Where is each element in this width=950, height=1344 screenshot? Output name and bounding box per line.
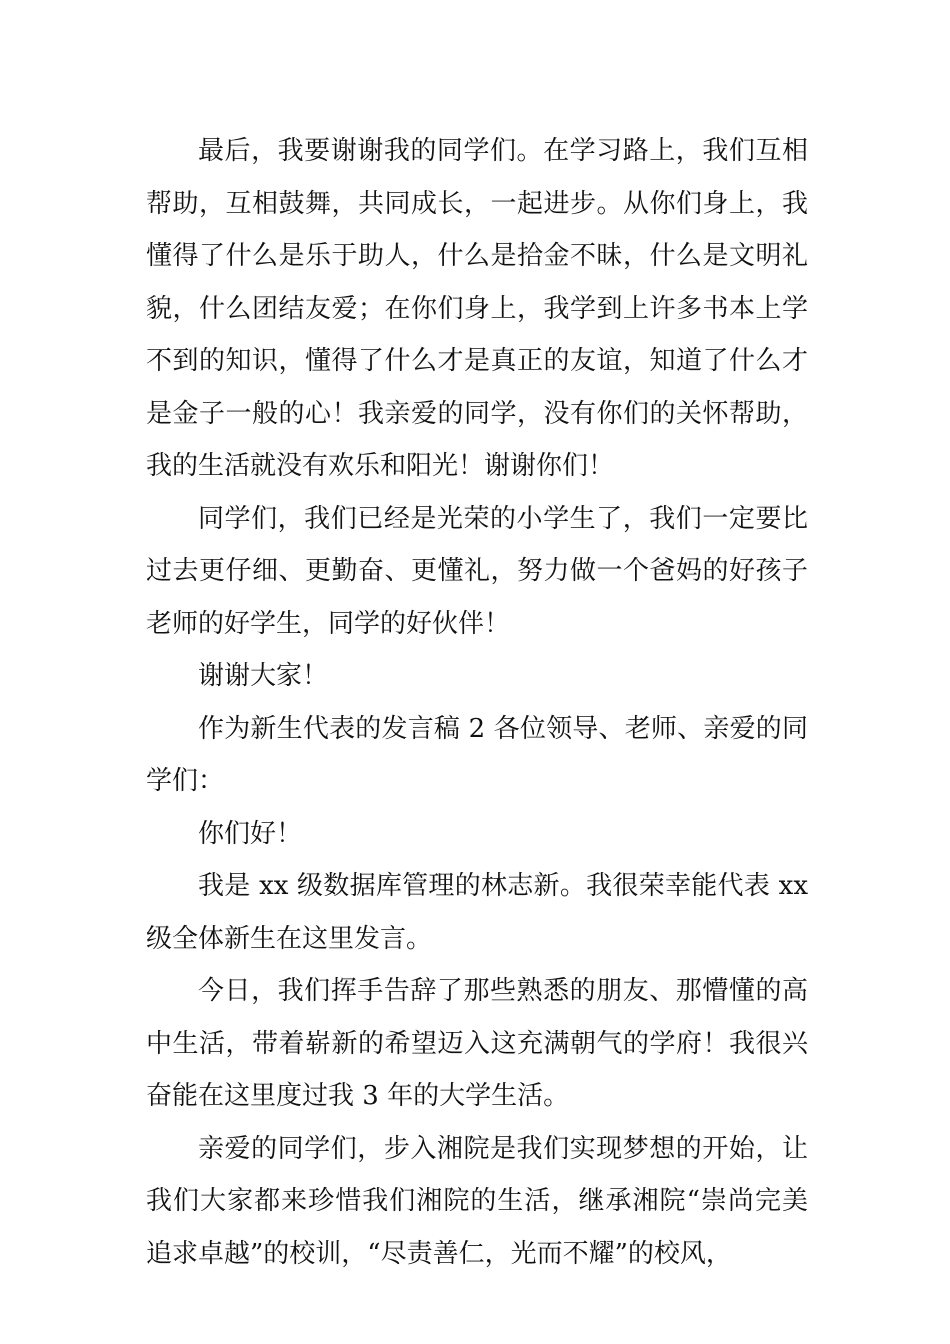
paragraph-thanks-all: 谢谢大家！ [198, 661, 329, 691]
paragraph-pupils-promise: 同学们，我们已经是光荣的小学生了，我们一定要比过去更仔细、更勤奋、更懂礼，努力做一个爸妈的好孩子老师的好学生，同学的好伙伴！ [146, 503, 808, 639]
paragraph-self-intro: 我是 xx 级数据库管理的林志新。我很荣幸能代表 xx 级全体新生在这里发言。 [146, 871, 808, 954]
paragraph-today: 今日，我们挥手告辞了那些熟悉的朋友、那懵懂的高中生活，带着崭新的希望迈入这充满朝气的学府！我很兴奋能在这里度过我 3 年的大学生活。 [146, 976, 808, 1111]
paragraph-thanks-classmates: 最后，我要谢谢我的同学们。在学习路上，我们互相帮助，互相鼓舞，共同成长，一起进步。从你们身上，我懂得了什么是乐于助人，什么是拾金不昧，什么是文明礼貌，什么团结友爱；在你们身上，我学到上许多书本上学不到的知识，懂得了什么才是真正的友谊，知道了什么才是金子一般的心！我亲爱的同学，没有你们的关怀帮助，我的生活就没有欢乐和阳光！谢谢你们！ [146, 136, 808, 481]
paragraph-hello: 你们好！ [198, 818, 303, 849]
paragraph-dear-classmates: 亲爱的同学们，步入湘院是我们实现梦想的开始，让我们大家都来珍惜我们湘院的生活，继承湘院“崇尚完美追求卓越”的校训，“尽责善仁，光而不耀”的校风， [146, 1133, 808, 1269]
paragraph-speech-2-greeting: 作为新生代表的发言稿 2 各位领导、老师、亲爱的同学们： [146, 713, 808, 796]
document-body [146, 125, 808, 1280]
